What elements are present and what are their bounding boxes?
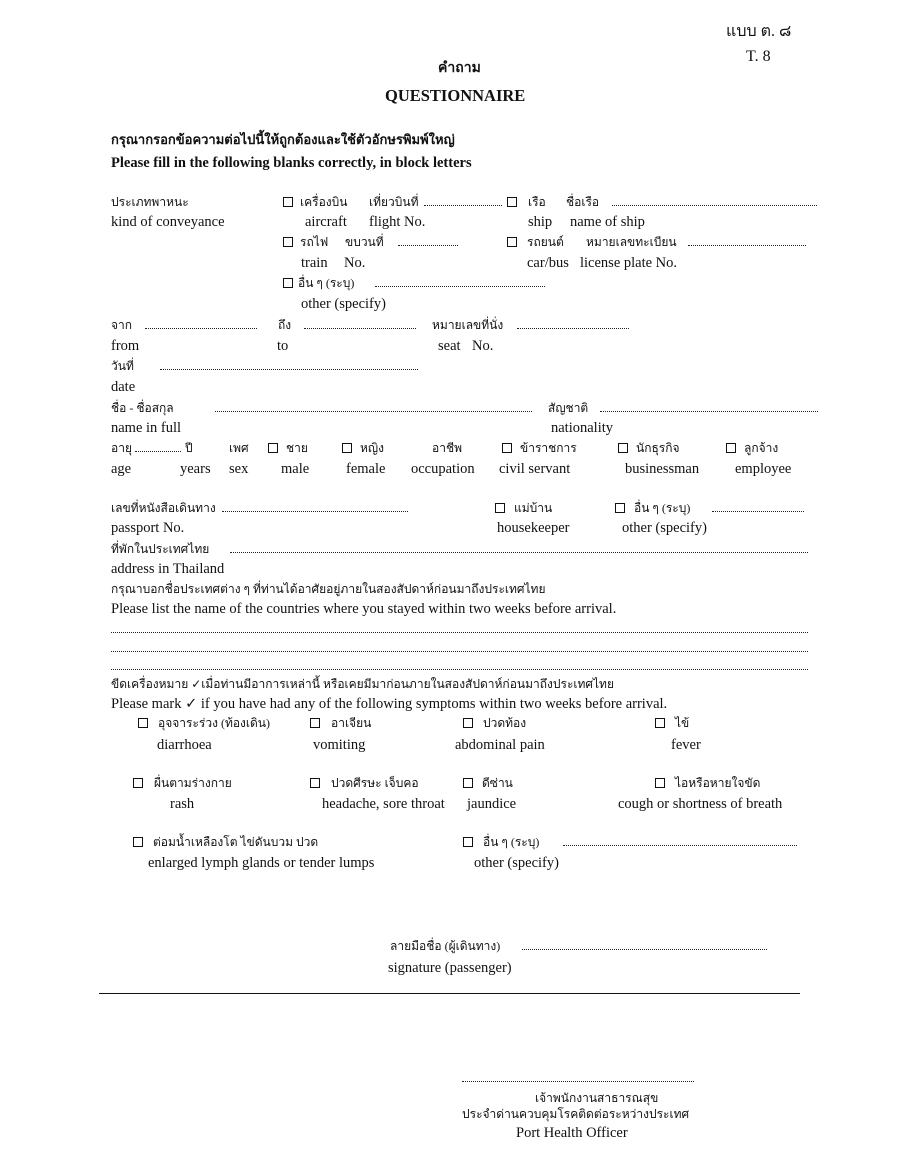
symptoms-instruction-english: Please mark ✓ if you have had any of the following symptoms within two weeks before arrival.: [111, 696, 668, 712]
instruction-english: Please fill in the following blanks correctly, in block letters: [111, 155, 472, 171]
ship-english: ship: [528, 214, 553, 230]
symptom-label-english: diarrhoea: [157, 737, 212, 753]
occupation-other-thai: อื่น ๆ (ระบุ): [634, 501, 691, 515]
symptom-label-thai: อาเจียน: [331, 716, 372, 730]
license-plate-field[interactable]: [688, 245, 806, 246]
car-thai: รถยนต์: [527, 235, 564, 249]
from-thai: จาก: [111, 318, 133, 332]
divider-line: [99, 993, 800, 994]
countries-label-english: Please list the name of the countries where you stayed within two weeks before arrival.: [111, 601, 617, 617]
officer-title-english: Port Health Officer: [516, 1125, 628, 1141]
symptom-label-thai: อื่น ๆ (ระบุ): [483, 835, 540, 849]
age-thai: อายุ: [111, 441, 132, 455]
years-english: years: [180, 461, 211, 477]
other-symptom-field[interactable]: [563, 845, 797, 846]
employee-thai: ลูกจ้าง: [744, 441, 779, 455]
countries-line-2[interactable]: [111, 651, 808, 652]
passport-english: passport No.: [111, 520, 185, 536]
symptom-label-thai: ไข้: [675, 716, 690, 730]
male-thai: ชาย: [286, 441, 308, 455]
signature-field[interactable]: [522, 949, 767, 950]
other-conveyance-english: other (specify): [301, 296, 386, 312]
nationality-english: nationality: [551, 420, 614, 436]
housekeeper-english: housekeeper: [497, 520, 570, 536]
symptom-label-english: jaundice: [467, 796, 517, 812]
conveyance-label-english: kind of conveyance: [111, 214, 225, 230]
civil-servant-thai: ข้าราชการ: [520, 441, 577, 455]
countries-label-thai: กรุณาบอกชื่อประเทศต่าง ๆ ที่ท่านได้อาศัยอยู่ภายในสองสัปดาห์ก่อนมาถึงประเทศไทย: [111, 582, 546, 596]
lymph-glands-checkbox[interactable]: [133, 837, 143, 847]
date-english: date: [111, 379, 136, 395]
other-conveyance-field[interactable]: [375, 286, 545, 287]
license-english: license plate No.: [580, 255, 678, 271]
officer-line1-thai: เจ้าพนักงานสาธารณสุข: [535, 1091, 659, 1105]
ship-name-english: name of ship: [570, 214, 645, 230]
signature-label-thai: ลายมือชื่อ (ผู้เดินทาง): [390, 939, 501, 953]
car-checkbox[interactable]: [507, 237, 517, 247]
ship-name-thai: ชื่อเรือ: [566, 195, 600, 209]
passport-field[interactable]: [222, 511, 408, 512]
symptom-label-english: other (specify): [474, 855, 559, 871]
car-english: car/bus: [527, 255, 569, 271]
name-thai: ชื่อ - ชื่อสกุล: [111, 401, 174, 415]
date-field[interactable]: [160, 369, 418, 370]
occupation-english: occupation: [411, 461, 475, 477]
train-no-thai: ขบวนที่: [345, 235, 384, 249]
train-number-field[interactable]: [398, 245, 458, 246]
train-english: train: [301, 255, 328, 271]
train-thai: รถไฟ: [300, 235, 329, 249]
symptom-label-english: headache, sore throat: [322, 796, 445, 812]
conveyance-label-thai: ประเภทพาหนะ: [111, 195, 189, 209]
date-thai: วันที่: [111, 359, 134, 373]
address-english: address in Thailand: [111, 561, 225, 577]
female-english: female: [346, 461, 386, 477]
female-thai: หญิง: [360, 441, 384, 455]
ship-checkbox[interactable]: [507, 197, 517, 207]
symptom-label-thai: ต่อมน้ำเหลืองโต ไข่ดันบวม ปวด: [153, 835, 319, 849]
aircraft-english: aircraft: [305, 214, 347, 230]
train-checkbox[interactable]: [283, 237, 293, 247]
address-field[interactable]: [230, 552, 808, 553]
passport-thai: เลขที่หนังสือเดินทาง: [111, 501, 216, 515]
nationality-field[interactable]: [600, 411, 818, 412]
seat-field[interactable]: [517, 328, 629, 329]
symptom-label-english: fever: [671, 737, 701, 753]
symptom-label-thai: ปวดศีรษะ เจ็บคอ: [331, 776, 419, 790]
form-code-thai: แบบ ต. ๘: [726, 23, 792, 40]
flight-thai: เที่ยวบินที่: [369, 195, 419, 209]
years-thai: ปี: [185, 441, 193, 455]
name-field[interactable]: [215, 411, 532, 412]
symptom-label-thai: ผื่นตามร่างกาย: [154, 776, 232, 790]
housekeeper-checkbox[interactable]: [495, 503, 505, 513]
from-english: from: [111, 338, 140, 354]
symptom-label-english: rash: [170, 796, 195, 812]
sex-english: sex: [229, 461, 249, 477]
fever-checkbox[interactable]: [655, 718, 665, 728]
occupation-thai: อาชีพ: [432, 441, 462, 455]
flight-number-field[interactable]: [424, 205, 502, 206]
civil-servant-checkbox[interactable]: [502, 443, 512, 453]
male-checkbox[interactable]: [268, 443, 278, 453]
symptom-label-thai: ปวดท้อง: [483, 716, 527, 730]
to-field[interactable]: [304, 328, 416, 329]
other-conveyance-checkbox[interactable]: [283, 278, 293, 288]
age-english: age: [111, 461, 132, 477]
aircraft-checkbox[interactable]: [283, 197, 293, 207]
signature-label-english: signature (passenger): [388, 960, 512, 976]
employee-checkbox[interactable]: [726, 443, 736, 453]
title-english: QUESTIONNAIRE: [385, 86, 526, 105]
rash-checkbox[interactable]: [133, 778, 143, 788]
symptom-label-english: abdominal pain: [455, 737, 545, 753]
occupation-other-field[interactable]: [712, 511, 804, 512]
diarrhoea-checkbox[interactable]: [138, 718, 148, 728]
title-thai: คำถาม: [438, 61, 481, 76]
symptom-label-english: vomiting: [313, 737, 366, 753]
other-symptom-checkbox[interactable]: [463, 837, 473, 847]
symptom-label-thai: ดีซ่าน: [482, 776, 513, 790]
symptom-label-english: cough or shortness of breath: [618, 796, 783, 812]
other-conveyance-thai: อื่น ๆ (ระบุ): [298, 276, 355, 290]
age-field[interactable]: [135, 451, 181, 452]
from-field[interactable]: [145, 328, 257, 329]
civil-servant-english: civil servant: [499, 461, 571, 477]
symptom-label-thai: อุจจาระร่วง (ท้องเดิน): [158, 716, 271, 730]
aircraft-thai: เครื่องบิน: [300, 195, 348, 209]
to-english: to: [277, 338, 289, 354]
countries-line-1[interactable]: [111, 632, 808, 633]
address-thai: ที่พักในประเทศไทย: [111, 542, 210, 556]
businessman-checkbox[interactable]: [618, 443, 628, 453]
flight-english: flight No.: [369, 214, 426, 230]
abdominal-pain-checkbox[interactable]: [463, 718, 473, 728]
cough-checkbox[interactable]: [655, 778, 665, 788]
seat-no-english: No.: [472, 338, 494, 354]
occupation-other-checkbox[interactable]: [615, 503, 625, 513]
vomiting-checkbox[interactable]: [310, 718, 320, 728]
nationality-thai: สัญชาติ: [548, 401, 589, 415]
ship-thai: เรือ: [528, 195, 546, 209]
officer-line2-thai: ประจำด่านควบคุมโรคติดต่อระหว่างประเทศ: [462, 1107, 690, 1121]
housekeeper-thai: แม่บ้าน: [514, 501, 553, 515]
officer-signature-field[interactable]: [462, 1081, 694, 1082]
instruction-thai: กรุณากรอกข้อความต่อไปนี้ให้ถูกต้องและใช้ตัวอักษรพิมพ์ใหญ่: [111, 132, 455, 147]
countries-line-3[interactable]: [111, 669, 808, 670]
male-english: male: [281, 461, 310, 477]
female-checkbox[interactable]: [342, 443, 352, 453]
form-code-english: T. 8: [746, 48, 771, 65]
employee-english: employee: [735, 461, 792, 477]
headache-checkbox[interactable]: [310, 778, 320, 788]
symptoms-instruction-thai: ขีดเครื่องหมาย ✓เมื่อท่านมีอาการเหล่านี้ หรือเคยมีมาก่อนภายในสองสัปดาห์ก่อนมาถึงประเทศไทย: [111, 677, 614, 691]
symptom-label-thai: ไอหรือหายใจขัด: [675, 776, 761, 790]
sex-thai: เพศ: [229, 441, 249, 455]
to-thai: ถึง: [278, 318, 292, 332]
occupation-other-english: other (specify): [622, 520, 707, 536]
jaundice-checkbox[interactable]: [463, 778, 473, 788]
license-thai: หมายเลขทะเบียน: [586, 235, 677, 249]
name-english: name in full: [111, 420, 182, 436]
businessman-thai: นักธุรกิจ: [636, 441, 680, 455]
seat-thai: หมายเลขที่นั่ง: [432, 318, 504, 332]
businessman-english: businessman: [625, 461, 700, 477]
seat-english: seat: [438, 338, 461, 354]
symptom-label-english: enlarged lymph glands or tender lumps: [148, 855, 375, 871]
ship-name-field[interactable]: [612, 205, 817, 206]
train-no-english: No.: [344, 255, 366, 271]
